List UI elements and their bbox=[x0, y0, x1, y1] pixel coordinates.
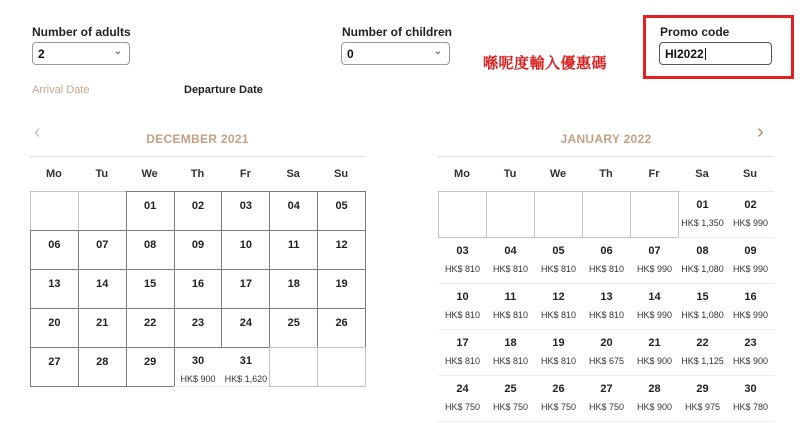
day-number: 03 bbox=[239, 200, 252, 212]
day-number: 26 bbox=[552, 383, 565, 395]
day-cell[interactable] bbox=[269, 230, 318, 270]
day-cell[interactable] bbox=[726, 329, 775, 376]
day-number: 17 bbox=[239, 278, 252, 290]
day-number: 04 bbox=[504, 245, 517, 257]
day-price: HK$ 990 bbox=[732, 264, 769, 274]
day-price: HK$ 750 bbox=[444, 402, 481, 412]
day-number: 19 bbox=[335, 278, 348, 290]
day-cell[interactable] bbox=[678, 375, 727, 422]
day-cell[interactable] bbox=[317, 191, 366, 231]
day-number: 07 bbox=[96, 239, 109, 251]
day-cell[interactable] bbox=[486, 375, 535, 422]
day-number: 11 bbox=[504, 291, 517, 303]
day-cell[interactable] bbox=[678, 329, 727, 376]
calendar-december bbox=[30, 156, 365, 396]
day-number: 12 bbox=[552, 291, 565, 303]
month-title-january: JANUARY 2022 bbox=[560, 132, 652, 146]
day-number: 27 bbox=[600, 383, 613, 395]
weekday-header: Sa bbox=[695, 168, 709, 180]
weekday-header: Tu bbox=[503, 168, 517, 180]
empty-day-cell bbox=[78, 191, 127, 231]
day-price: HK$ 900 bbox=[636, 402, 673, 412]
day-number: 28 bbox=[96, 356, 109, 368]
day-number: 29 bbox=[696, 383, 709, 395]
day-number: 23 bbox=[744, 337, 757, 349]
day-number: 14 bbox=[96, 278, 109, 290]
day-cell[interactable] bbox=[678, 283, 727, 330]
day-price: HK$ 750 bbox=[492, 402, 529, 412]
day-cell[interactable] bbox=[269, 269, 318, 309]
day-price: HK$ 810 bbox=[588, 264, 625, 274]
day-number: 05 bbox=[552, 245, 565, 257]
day-cell[interactable] bbox=[534, 283, 583, 330]
chevron-right-icon: › bbox=[757, 121, 764, 143]
weekday-header: Fr bbox=[239, 168, 251, 180]
day-price: HK$ 990 bbox=[732, 218, 769, 228]
day-price: HK$ 900 bbox=[636, 356, 673, 366]
weekday-header: Mo bbox=[454, 168, 470, 180]
empty-day-cell bbox=[486, 191, 535, 238]
day-cell[interactable] bbox=[486, 283, 535, 330]
day-number: 09 bbox=[191, 239, 205, 251]
day-number: 10 bbox=[239, 239, 252, 251]
weekday-header: Su bbox=[742, 168, 758, 180]
day-cell[interactable] bbox=[126, 191, 175, 231]
day-cell[interactable] bbox=[126, 230, 175, 270]
day-number: 03 bbox=[456, 245, 469, 257]
day-cell[interactable] bbox=[534, 329, 583, 376]
day-cell[interactable] bbox=[174, 269, 223, 309]
day-cell[interactable] bbox=[78, 269, 127, 309]
day-cell[interactable] bbox=[630, 237, 679, 284]
day-cell[interactable] bbox=[221, 230, 270, 270]
day-price: HK$ 810 bbox=[444, 264, 481, 274]
weekday-header: Mo bbox=[45, 168, 62, 180]
day-number: 27 bbox=[48, 356, 61, 368]
day-cell[interactable] bbox=[630, 329, 679, 376]
day-number: 06 bbox=[48, 239, 61, 251]
day-cell[interactable] bbox=[582, 237, 631, 284]
empty-day-cell bbox=[582, 191, 631, 238]
day-number: 21 bbox=[96, 317, 109, 329]
chevron-left-icon: ‹ bbox=[34, 121, 41, 143]
day-price: HK$ 675 bbox=[588, 356, 625, 366]
day-number: 08 bbox=[144, 239, 157, 251]
day-price: HK$ 1,620 bbox=[224, 374, 268, 384]
promo-code-value: HI2022 bbox=[665, 47, 704, 61]
day-price: HK$ 810 bbox=[540, 310, 577, 320]
day-number: 06 bbox=[600, 245, 613, 257]
day-cell[interactable] bbox=[726, 283, 775, 330]
day-cell[interactable] bbox=[726, 375, 775, 422]
day-number: 25 bbox=[504, 383, 517, 395]
day-cell[interactable] bbox=[317, 230, 366, 270]
day-cell[interactable] bbox=[438, 329, 487, 376]
day-cell[interactable] bbox=[317, 269, 366, 309]
day-cell[interactable] bbox=[78, 347, 127, 387]
empty-day-cell bbox=[317, 347, 366, 387]
day-cell[interactable] bbox=[126, 269, 175, 309]
day-number: 15 bbox=[696, 291, 709, 303]
day-number: 21 bbox=[648, 337, 661, 349]
day-cell[interactable] bbox=[534, 237, 583, 284]
weekday-header: Sa bbox=[286, 168, 300, 180]
day-price: HK$ 810 bbox=[540, 264, 577, 274]
day-cell[interactable] bbox=[726, 191, 775, 238]
day-number: 04 bbox=[287, 200, 300, 212]
day-price: HK$ 750 bbox=[540, 402, 577, 412]
day-cell[interactable] bbox=[78, 308, 127, 348]
adults-select[interactable] bbox=[32, 42, 130, 65]
day-cell[interactable] bbox=[678, 237, 727, 284]
chevron-down-icon: ⌄ bbox=[433, 46, 442, 57]
day-price: HK$ 1,080 bbox=[681, 310, 724, 320]
day-price: HK$ 810 bbox=[492, 356, 529, 366]
calendar-top-divider bbox=[438, 156, 774, 157]
day-number: 07 bbox=[648, 245, 661, 257]
day-number: 10 bbox=[456, 291, 469, 303]
day-number: 13 bbox=[48, 278, 61, 290]
day-cell[interactable] bbox=[486, 329, 535, 376]
day-price: HK$ 1,350 bbox=[681, 218, 724, 228]
day-cell[interactable] bbox=[30, 308, 79, 348]
promo-annotation: 喺呢度輸入優惠碼 bbox=[483, 55, 608, 72]
day-price: HK$ 780 bbox=[732, 402, 769, 412]
day-cell[interactable] bbox=[221, 347, 270, 387]
day-number: 02 bbox=[191, 200, 205, 212]
day-cell[interactable] bbox=[30, 347, 79, 387]
day-cell[interactable] bbox=[174, 191, 223, 231]
day-cell[interactable] bbox=[438, 375, 487, 422]
day-cell[interactable] bbox=[126, 308, 175, 348]
day-number: 02 bbox=[744, 199, 757, 211]
day-price: HK$ 900 bbox=[732, 356, 769, 366]
day-cell[interactable] bbox=[221, 269, 270, 309]
day-number: 25 bbox=[287, 317, 300, 329]
adults-value: 2 bbox=[38, 47, 45, 61]
day-price: HK$ 810 bbox=[492, 264, 529, 274]
day-number: 11 bbox=[287, 239, 300, 251]
weekday-header: Tu bbox=[95, 168, 109, 180]
day-number: 16 bbox=[744, 291, 757, 303]
day-number: 30 bbox=[191, 355, 205, 367]
day-number: 23 bbox=[191, 317, 205, 329]
children-value: 0 bbox=[347, 47, 354, 61]
day-price: HK$ 990 bbox=[636, 264, 673, 274]
day-number: 05 bbox=[335, 200, 348, 212]
day-cell[interactable] bbox=[438, 283, 487, 330]
day-number: 16 bbox=[191, 278, 205, 290]
children-select[interactable] bbox=[341, 42, 450, 65]
weekday-header: We bbox=[549, 168, 567, 180]
adults-label: Number of adults bbox=[32, 25, 131, 39]
day-number: 01 bbox=[696, 199, 709, 211]
day-cell[interactable] bbox=[582, 283, 631, 330]
day-price: HK$ 810 bbox=[588, 310, 625, 320]
day-cell[interactable] bbox=[317, 308, 366, 348]
text-caret bbox=[705, 48, 706, 60]
day-cell[interactable] bbox=[269, 308, 318, 348]
day-cell[interactable] bbox=[678, 191, 727, 238]
day-number: 08 bbox=[696, 245, 709, 257]
day-number: 12 bbox=[335, 239, 348, 251]
day-number: 01 bbox=[144, 200, 157, 212]
day-price: HK$ 810 bbox=[540, 356, 577, 366]
day-cell[interactable] bbox=[582, 375, 631, 422]
chevron-down-icon: ⌄ bbox=[113, 46, 122, 57]
promo-label: Promo code bbox=[660, 25, 730, 39]
day-number: 26 bbox=[335, 317, 348, 329]
day-cell[interactable] bbox=[630, 375, 679, 422]
day-cell[interactable] bbox=[534, 375, 583, 422]
day-number: 14 bbox=[648, 291, 661, 303]
empty-day-cell bbox=[534, 191, 583, 238]
day-number: 22 bbox=[696, 337, 709, 349]
day-number: 29 bbox=[144, 356, 157, 368]
weekday-header: We bbox=[141, 168, 158, 180]
day-cell[interactable] bbox=[438, 237, 487, 284]
empty-day-cell bbox=[269, 347, 318, 387]
day-cell[interactable] bbox=[221, 308, 270, 348]
day-price: HK$ 750 bbox=[588, 402, 625, 412]
day-price: HK$ 1,125 bbox=[681, 356, 724, 366]
day-cell[interactable] bbox=[582, 329, 631, 376]
day-price: HK$ 810 bbox=[444, 310, 481, 320]
day-number: 17 bbox=[456, 337, 469, 349]
day-price: HK$ 990 bbox=[732, 310, 769, 320]
day-cell[interactable] bbox=[630, 283, 679, 330]
day-number: 31 bbox=[239, 355, 252, 367]
day-price: HK$ 1,080 bbox=[681, 264, 724, 274]
promo-code-input[interactable] bbox=[659, 42, 772, 65]
weekday-header: Th bbox=[599, 168, 613, 180]
month-title-december: DECEMBER 2021 bbox=[146, 132, 249, 146]
day-price: HK$ 975 bbox=[684, 402, 721, 412]
day-cell[interactable] bbox=[126, 347, 175, 387]
weekday-header: Th bbox=[190, 168, 205, 180]
arrival-date-tab[interactable]: Arrival Date bbox=[32, 84, 90, 96]
day-number: 20 bbox=[600, 337, 613, 349]
day-number: 20 bbox=[48, 317, 61, 329]
weekday-header: Su bbox=[334, 168, 349, 180]
weekday-header: Fr bbox=[648, 168, 660, 180]
day-cell[interactable] bbox=[174, 308, 223, 348]
day-price: HK$ 810 bbox=[444, 356, 481, 366]
day-number: 28 bbox=[648, 383, 661, 395]
day-cell[interactable] bbox=[221, 191, 270, 231]
day-number: 15 bbox=[144, 278, 157, 290]
day-cell[interactable] bbox=[174, 230, 223, 270]
day-cell[interactable] bbox=[30, 230, 79, 270]
day-cell[interactable] bbox=[269, 191, 318, 231]
day-number: 22 bbox=[144, 317, 157, 329]
day-number: 24 bbox=[239, 317, 252, 329]
empty-day-cell bbox=[630, 191, 679, 238]
day-number: 18 bbox=[287, 278, 300, 290]
day-number: 18 bbox=[504, 337, 517, 349]
empty-day-cell bbox=[438, 191, 487, 238]
day-cell[interactable] bbox=[30, 269, 79, 309]
day-cell[interactable] bbox=[726, 237, 775, 284]
children-label: Number of children bbox=[342, 25, 453, 39]
empty-day-cell bbox=[30, 191, 79, 231]
day-price: HK$ 810 bbox=[492, 310, 529, 320]
day-price: HK$ 900 bbox=[180, 374, 216, 384]
day-cell[interactable] bbox=[78, 230, 127, 270]
day-number: 24 bbox=[456, 383, 469, 395]
day-number: 19 bbox=[552, 337, 565, 349]
day-cell[interactable] bbox=[486, 237, 535, 284]
day-number: 09 bbox=[744, 245, 757, 257]
day-cell[interactable] bbox=[174, 347, 223, 387]
calendar-top-divider bbox=[30, 156, 365, 157]
day-price: HK$ 990 bbox=[636, 310, 673, 320]
calendar-january bbox=[438, 156, 774, 423]
day-number: 13 bbox=[600, 291, 613, 303]
departure-date-tab[interactable]: Departure Date bbox=[184, 84, 263, 96]
day-number: 30 bbox=[744, 383, 757, 395]
